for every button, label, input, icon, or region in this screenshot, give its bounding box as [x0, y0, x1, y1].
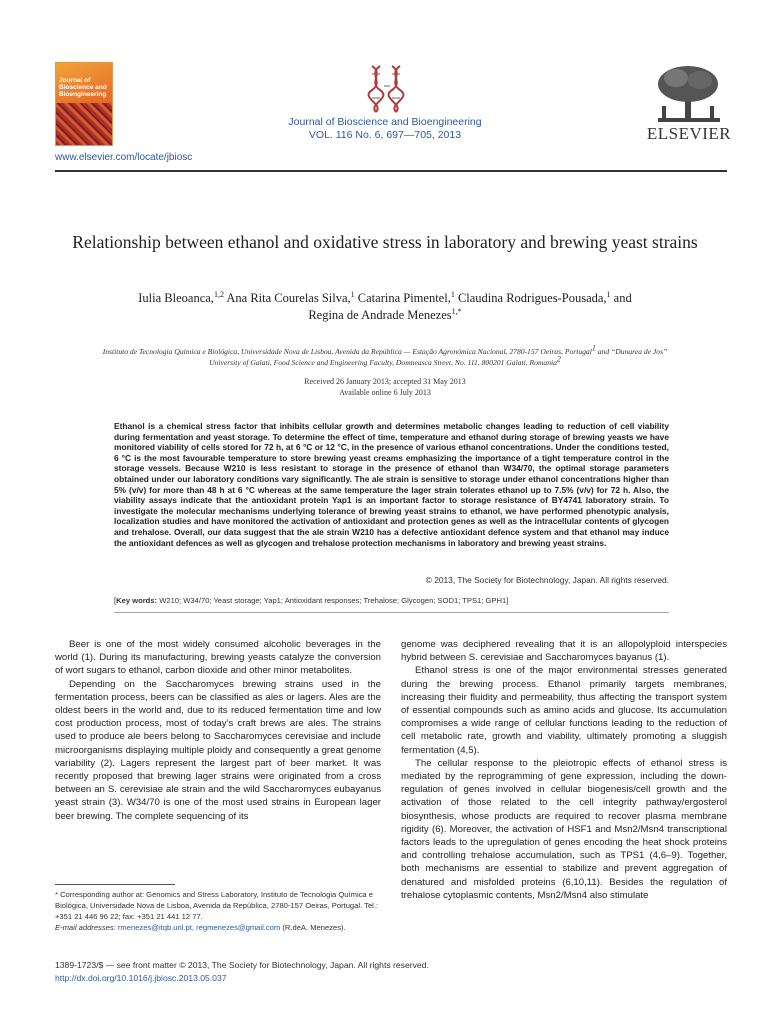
author-affiliation-marker: 1,* [451, 306, 462, 316]
article-history [40, 376, 730, 398]
author-list [55, 290, 715, 324]
received-date: Received 26 January 2013; accepted 31 May 2013 [304, 377, 466, 386]
author-affiliation-marker: 1 [606, 289, 611, 299]
body-column-right [401, 638, 727, 902]
keywords: [Key words: W210; W34/70; Yeast storage; Yap1; Antioxidant responses; Trehalose; Glycogen; SOD1; TPS1; GPH1] [114, 596, 509, 605]
author-affiliation-marker: 1,2 [213, 289, 224, 299]
email-link[interactable]: regmenezes@gmail.com [196, 923, 281, 932]
body-paragraph: Ethanol stress is one of the major environmental stresses generated during the brewing process. Ethanol primarily targets membranes, increasing their fluidity and permeability, thus affecting the transport system of essential compounds such as amino acids and glucose. Its accumulation compromises a wide range of cellular functions leading to the reduction of cell metabolic rate, growth and viability, ultimately promoting a sluggish fermentation (4,5). [401, 665, 727, 756]
email-label: E-mail addresses: [55, 923, 116, 932]
journal-url-link[interactable]: www.elsevier.com/locate/jbiosc [55, 152, 193, 163]
online-date: Available online 6 July 2013 [339, 388, 431, 397]
footnote-text: * Corresponding author at: Genomics and Stress Laboratory, Instituto de Tecnologia Química e Biológica, Universidade Nova de Lisboa, Avenida da República, 2780-157 Oeiras, Portugal. Tel.: +351 21 446 96 22; fax: +351 21 441 12 77. [55, 890, 379, 921]
affiliation-1: Instituto de Tecnologia Química e Biológica, Universidade Nova de Lisboa, Avenida da República — Estação Agronómica Nacional, 2780-157 Oeiras, Portugal [102, 347, 592, 356]
author-name: Claudina Rodrigues-Pousada, [457, 291, 607, 305]
issn-line: 1389-1723/$ — see front matter © 2013, The Society for Biotechnology, Japan. All rights reserved. [55, 960, 429, 970]
keywords-list: W210; W34/70; Yeast storage; Yap1; Antioxidant responses; Trehalose; Glycogen; SOD1; TPS1; GPH1 [159, 596, 507, 605]
affiliation-marker: 2 [556, 354, 561, 364]
abstract-copyright: © 2013, The Society for Biotechnology, Japan. All rights reserved. [425, 575, 669, 585]
author-name: Iulia Bleoanca, [138, 291, 214, 305]
journal-volume: VOL. 116 No. 6, 697—705, 2013 [308, 129, 462, 141]
author-name: Ana Rita Courelas Silva, [226, 291, 351, 305]
body-column-left [55, 638, 381, 823]
affiliation-2-lead: and “Dunarea de Jos” [597, 347, 668, 356]
abstract-text: Ethanol is a chemical stress factor that inhibits cellular growth and determines metabolic changes leading to reduction of cell viability during fermentation and yeast storage. To determine the effect of time, temperature and ethanol during storage of brewing yeasts we have monitored viability of cells stored for 72 h, at 6 °C or 12 °C, in the presence of various ethanol concentrations. Under the conditions tested, 6 °C is the most favourable temperature to store brewing yeast creams emphasizing the importance of a tight temperature control in the storage vessels. Because W210 is less resistant to storage in the presence of ethanol than W34/70, the optimal storage parameters obtained under our laboratory conditions vary significantly. The ale strain is sensitive to storage under ethanol concentrations higher than 5% (v/v) for more than 48 h at 6 °C whereas at the same temperature the lager strain tolerates ethanol up to 7.5% (v/v) for 72 h. Also, the viability assays indicate that the antioxidant protein Yap1 is an important factor to storage resistance of BY4741 laboratory strain. To investigate the molecular mechanisms underlying tolerance of brewing yeast strains to ethanol, we have performed phenotypic analysis, localization studies and have monitored the activation of antioxidant and protection genes as well as the intracellular contents of glycogen and trehalose. Overall, our data suggest that the ale strain W210 has a defective antioxidant defence system and that ethanol may induce the antioxidant defences as well as glycogen and trehalose protection mechanisms in laboratory and brewing yeast strains. [114, 421, 669, 548]
elsevier-tree-logo-icon [652, 62, 726, 124]
footnote-rule [55, 884, 175, 885]
affiliation-marker: 1 [591, 343, 596, 353]
publisher-logo-text: ELSEVIER [646, 124, 732, 143]
body-paragraph: genome was deciphered revealing that it is an allopolyploid interspecies hybrid between S. cerevisiae and Saccharomyces bayanus (1). [401, 639, 727, 664]
affiliation-2: University of Galati, Food Science and Engineering Faculty, Domneasca Street, No. 111, 800201 Galati, Romania [209, 358, 557, 367]
author-affiliation-marker: 1 [350, 289, 355, 299]
email-owner: (R.deA. Menezes). [282, 923, 346, 932]
journal-name[interactable]: Journal of Bioscience and Bioengineering [288, 116, 482, 128]
body-paragraph: The cellular response to the pleiotropic effects of ethanol stress is mediated by the reprogramming of gene expression, including the down-regulation of genes involved in cellular biogenesis/cell growth and the activation of those related to the cell integrity pathway/ergosterol biosynthesis, whose products are required to recover plasma membrane rigidity (6). Moreover, the activation of HSF1 and Msn2/Msn4 transcriptional factors leads to the upregulation of genes encoding the heat shock proteins and controlling trehalose accumulation, such as TPS1 (4,6–9). Together, both mechanisms are essential to stabilize and prevent aggregation of denatured and misfolded proteins (6,10,11). Besides the regulation of trehalose cytoplasmic contents, Msn2/Msn4 also stimulate [401, 757, 727, 901]
article-title: Relationship between ethanol and oxidative stress in laboratory and brewing yeast strains [72, 232, 698, 252]
keywords-label: Key words: [116, 596, 158, 605]
email-link[interactable]: rmenezes@itqb.unl.pt, [117, 923, 194, 932]
body-paragraph: Depending on the Saccharomyces brewing strains used in the fermentation process, beers can be classified as ales or lagers. Ales are the oldest beers in the world and, due to its reduced fermentation time and low cost production process, most of today’s craft brews are ales. The strains used to produce ale beers belong to Saccharomyces cerevisiae and include microorganisms displaying multiple ploidy and consequently a great genome variability (2). Lagers represent the largest part of beer market. It was recently proposed that brewing lager strains were originated from a cross between an S. cerevisiae ale strain and the wild Saccharomyces eubayanus yeast strain (3). W34/70 is one of the most used strains in European lager beer brewing. The complete sequencing of its [55, 678, 381, 822]
header-divider [55, 170, 727, 172]
abstract-divider [114, 612, 669, 613]
cover-title: Journal of Bioscience and Bioengineering [59, 77, 107, 98]
doi-link[interactable]: http://dx.doi.org/10.1016/j.jbiosc.2013.05.037 [55, 973, 227, 983]
cover-artwork [56, 103, 112, 145]
author-affiliation-marker: 1 [450, 289, 455, 299]
body-paragraph: Beer is one of the most widely consumed alcoholic beverages in the world (1). During its manufacturing, brewing yeasts catalyze the conversion of wort sugars to ethanol, carbon dioxide and other minor metabolites. [55, 639, 381, 677]
journal-cover-thumbnail [55, 62, 113, 146]
author-name: Regina de Andrade Menezes [308, 308, 452, 322]
affiliations [40, 343, 730, 368]
corresponding-author-footnote [55, 889, 381, 933]
author-name: Catarina Pimentel, [357, 291, 451, 305]
dna-helix-logo-icon [364, 62, 412, 114]
author-conjunction: and [613, 291, 632, 305]
